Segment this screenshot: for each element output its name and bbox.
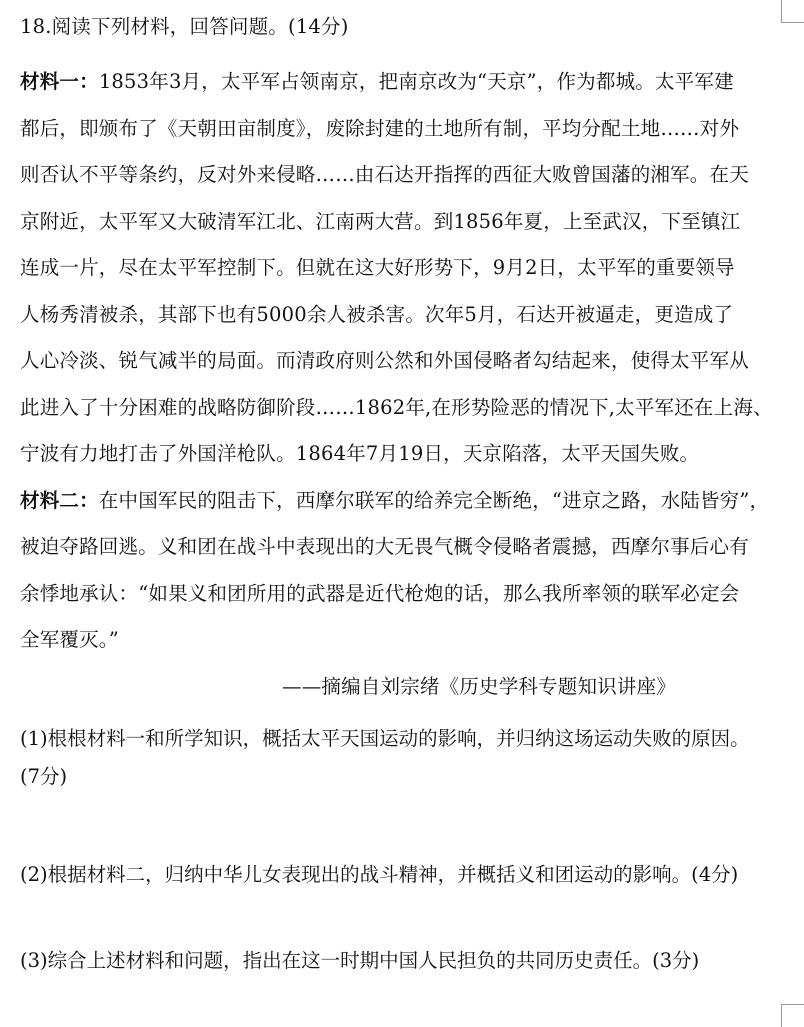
source-citation: ——摘编自刘宗绪《历史学科专题知识讲座》 <box>282 674 677 698</box>
sub-questions <box>20 720 780 980</box>
material-one-text: 1853年3月，太平军占领南京，把南京改为“天京”，作为都城。太平军建 <box>98 70 734 93</box>
sub-question-one-text: (1)根根材料一和所学知识，概括太平天国运动的影响，并归纳这场运动失败的原因。 <box>20 727 750 750</box>
material-one-line: 人心冷淡、锐气减半的局面。而清政府则公然和外国侵略者勾结起来，使得太平军从 <box>20 349 749 372</box>
material-one-line: 则否认不平等条约，反对外来侵略……由石达开指挥的西征大败曾国藩的湘军。在天 <box>20 163 749 186</box>
material-two <box>20 478 780 664</box>
sub-question-one-score: (7分) <box>20 765 68 788</box>
material-one-line: 此进入了十分困难的战略防御阶段……1862年,在形势险恶的情况下,太平军还在上海、 <box>20 395 773 419</box>
material-two-line: 被迫夺路回逃。义和团在战斗中表现出的大无畏气概令侵略者震撼，西摩尔事后心有 <box>20 535 749 558</box>
sub-question-three: (3)综合上述材料和问题，指出在这一时期中国人民担负的共同历史责任。(3分) <box>20 949 700 972</box>
sub-question-two: (2)根据材料二，归纳中华儿女表现出的战斗精神，并概括义和团运动的影响。(4分) <box>20 863 739 886</box>
material-one <box>20 59 780 478</box>
question-header: 18.阅读下列材料，回答问题。(14分) <box>20 15 349 38</box>
exam-question-document <box>20 12 780 980</box>
page-corner-mark-bottom <box>781 1004 804 1027</box>
material-one-line: 都后，即颁布了《天朝田亩制度》，废除封建的土地所有制，平均分配土地……对外 <box>20 116 740 140</box>
material-two-line: 全军覆灭。” <box>20 628 119 651</box>
material-one-line: 人杨秀清被杀，其部下也有5000余人被杀害。次年5月，石达开被逼走，更造成了 <box>20 302 734 326</box>
material-two-line: 余悸地承认：“如果义和团所用的武器是近代枪炮的话，那么我所率领的联军必定会 <box>20 581 740 605</box>
material-two-label: 材料二： <box>20 488 99 512</box>
sub-question-one <box>20 720 780 796</box>
material-two-text: 在中国军民的阻击下，西摩尔联军的给养完全断绝，“进京之路，水陆皆穷”， <box>98 488 770 512</box>
material-one-line: 京附近，太平军又大破清军江北、江南两大营。到1856年夏，上至武汉，下至镇江 <box>20 209 741 233</box>
material-two-line <box>20 478 780 525</box>
page-corner-mark-top <box>781 0 804 23</box>
material-one-line: 宁波有力地打击了外国洋枪队。1864年7月19日，天京陷落，太平天国失败。 <box>20 442 700 465</box>
material-one-line: 连成一片，尽在太平军控制下。但就在这大好形势下，9月2日，太平军的重要领导 <box>20 256 735 279</box>
material-one-line <box>20 59 780 106</box>
material-one-label: 材料一： <box>20 70 99 93</box>
